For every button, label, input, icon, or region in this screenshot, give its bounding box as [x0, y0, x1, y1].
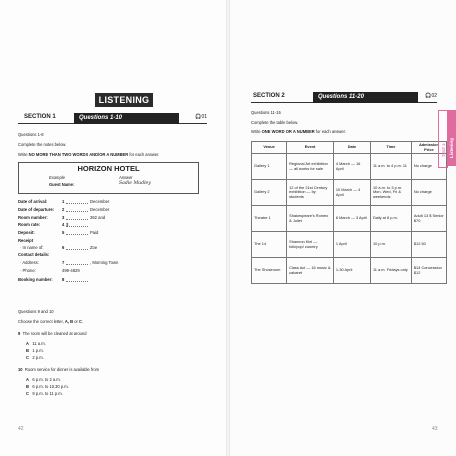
questions-range: Questions 1-8: [18, 132, 44, 137]
section-label-2: SECTION 2: [253, 93, 285, 99]
field-value: 362 and: [90, 215, 106, 220]
question-9: 9 The room will be cleaned at around: [18, 331, 87, 336]
table-cell: 4 March — 16 April: [333, 154, 370, 180]
question-number: 5: [62, 230, 65, 235]
audio-track: 🎧01: [195, 114, 207, 120]
answer-blank[interactable]: [66, 199, 88, 204]
guest-value: Sadie Mudley: [119, 181, 151, 186]
question-number: 3: [62, 215, 65, 220]
instruction-write: Write NO MORE THAN TWO WORDS AND/OR A NUMBER for each answer.: [18, 152, 160, 157]
instruction-write-right: Write ONE WORD OR A NUMBER for each answer.: [251, 129, 346, 134]
field-value: $: [66, 222, 69, 227]
field-label: · Address:: [20, 260, 39, 265]
table-header-row: [252, 142, 447, 154]
table-cell: 11 a.m. to 4 p.m. 11: [370, 154, 411, 180]
field-label: Booking number:: [18, 277, 53, 282]
table-cell: Gallery 1: [252, 154, 287, 180]
table-cell: Gallery 2: [252, 180, 287, 206]
field-label: Room rate:: [18, 222, 41, 227]
listening-banner: LISTENING: [95, 93, 153, 107]
table-cell: Class Act — 16 music & cabaret: [287, 258, 334, 284]
events-table: [251, 141, 447, 284]
table-cell: 11 a.m. Fridays only: [370, 258, 411, 284]
q9-option-c[interactable]: C 2 p.m.: [26, 355, 44, 360]
field-value: , Morning Town: [90, 260, 119, 265]
field-label: Deposit:: [18, 230, 35, 235]
questions-range-right: Questions 11-15: [251, 110, 281, 115]
table-cell: 12 of the 21st Century exhibition — by students: [287, 180, 334, 206]
questions-range-2: Questions 9 and 10: [18, 309, 54, 314]
field-label: Room number:: [18, 215, 48, 220]
test-tab-label: TEST 2: [440, 143, 446, 157]
page-number-left: 42: [18, 426, 24, 432]
answer-blank[interactable]: [66, 245, 88, 250]
table-cell: The 14: [252, 232, 287, 258]
question-number: 6: [62, 245, 65, 250]
table-cell: Daily at 8 p.m.: [370, 206, 411, 232]
table-row: [252, 258, 447, 284]
column-header: Time: [370, 142, 411, 154]
q10-option-b[interactable]: B 6 p.m. to 10.30 p.m.: [26, 384, 69, 389]
table-cell: No charge: [411, 154, 446, 180]
answer-label: Answer: [119, 175, 133, 180]
section-label: SECTION 1: [24, 114, 56, 120]
table-cell: 10 a.m. to 3 p.m. Mon, Wed, Fri & weekends: [370, 180, 411, 206]
answer-blank[interactable]: [66, 222, 88, 227]
table-cell: The Showroom: [252, 258, 287, 284]
field-label: · Phone:: [20, 268, 36, 273]
section-title: Questions 1-10: [74, 113, 179, 124]
table-cell: Shakespeare's Romeo & Juliet: [287, 206, 334, 232]
table-cell: 10 March — 4 April: [333, 180, 370, 206]
table-cell: 10 p.m.: [370, 232, 411, 258]
table-cell: Theatre 1: [252, 206, 287, 232]
q10-option-a[interactable]: A 6 p.m. to 2 a.m.: [26, 377, 61, 382]
field-value: December: [90, 199, 110, 204]
question-number: 8: [62, 277, 65, 282]
section-title-2: Questions 11-20: [313, 92, 418, 103]
headphones-icon: 🎧: [195, 114, 202, 120]
table-row: [252, 180, 447, 206]
field-label: Date of arrival:: [18, 199, 48, 204]
test-side-tab[interactable]: [438, 110, 448, 168]
answer-blank[interactable]: [66, 277, 88, 282]
field-value: Paid: [90, 230, 99, 235]
section-2-header: [251, 92, 437, 103]
table-cell: 1 April: [333, 232, 370, 258]
listening-side-tab[interactable]: [447, 110, 456, 166]
table-row: [252, 206, 447, 232]
table-row: [252, 154, 447, 180]
section-1-header: [18, 113, 207, 124]
q9-option-b[interactable]: B 1 p.m.: [26, 348, 44, 353]
choose-instruction: Choose the correct letter, A, B or C.: [18, 319, 84, 324]
table-cell: $14 Concession $12: [411, 258, 446, 284]
side-tab-label: Listening: [449, 138, 454, 158]
answer-blank[interactable]: [66, 207, 88, 212]
hotel-name: HORIZON HOTEL: [77, 164, 140, 173]
q10-option-c[interactable]: C 9 p.m. to 11 p.m.: [26, 391, 63, 396]
field-label: Receipt: [18, 238, 34, 243]
hotel-box: [18, 162, 199, 194]
table-cell: Regional Art exhibition — all works for sale: [287, 154, 334, 180]
field-label: Contact details:: [18, 252, 50, 257]
answer-blank[interactable]: [66, 260, 88, 265]
question-10: 10 Room service for dinner is available from: [18, 367, 100, 372]
column-header: Date: [333, 142, 370, 154]
instruction-complete: Complete the notes below.: [18, 142, 67, 147]
table-cell: No charge: [411, 180, 446, 206]
field-value: December: [90, 207, 110, 212]
page-number-right: 43: [432, 426, 438, 432]
field-label: Date of departure:: [18, 207, 55, 212]
field-value: 499-4829: [62, 268, 80, 273]
answer-blank[interactable]: [66, 230, 88, 235]
table-cell: 1-30 April: [333, 258, 370, 284]
table-cell: Adult 13 $ Senior $70: [411, 206, 446, 232]
instruction-complete-right: Complete the table below.: [251, 120, 299, 125]
table-cell: $12.50: [411, 232, 446, 258]
headphones-icon: 🎧: [425, 93, 432, 99]
question-number: 7: [62, 260, 65, 265]
question-number: 1: [62, 199, 65, 204]
question-number: 2: [62, 207, 65, 212]
example-label: Example: [49, 175, 65, 180]
audio-track-2: 🎧02: [425, 93, 437, 99]
table-row: [252, 232, 447, 258]
column-header: Admission Price: [411, 142, 446, 154]
column-header: Event: [287, 142, 334, 154]
question-number: 4: [62, 222, 65, 227]
field-value: Zoe: [90, 245, 98, 250]
guest-label: Guest Name:: [49, 182, 75, 187]
field-label: · In name of:: [20, 245, 44, 250]
answer-blank[interactable]: [66, 215, 88, 220]
q9-option-a[interactable]: A 11 a.m.: [26, 341, 46, 346]
book-gutter: [226, 0, 230, 456]
table-cell: 6 March — 3 April: [333, 206, 370, 232]
table-body: [252, 154, 447, 284]
table-cell: Shannon Kiel — folk/pop/ country: [287, 232, 334, 258]
column-header: Venue: [252, 142, 287, 154]
